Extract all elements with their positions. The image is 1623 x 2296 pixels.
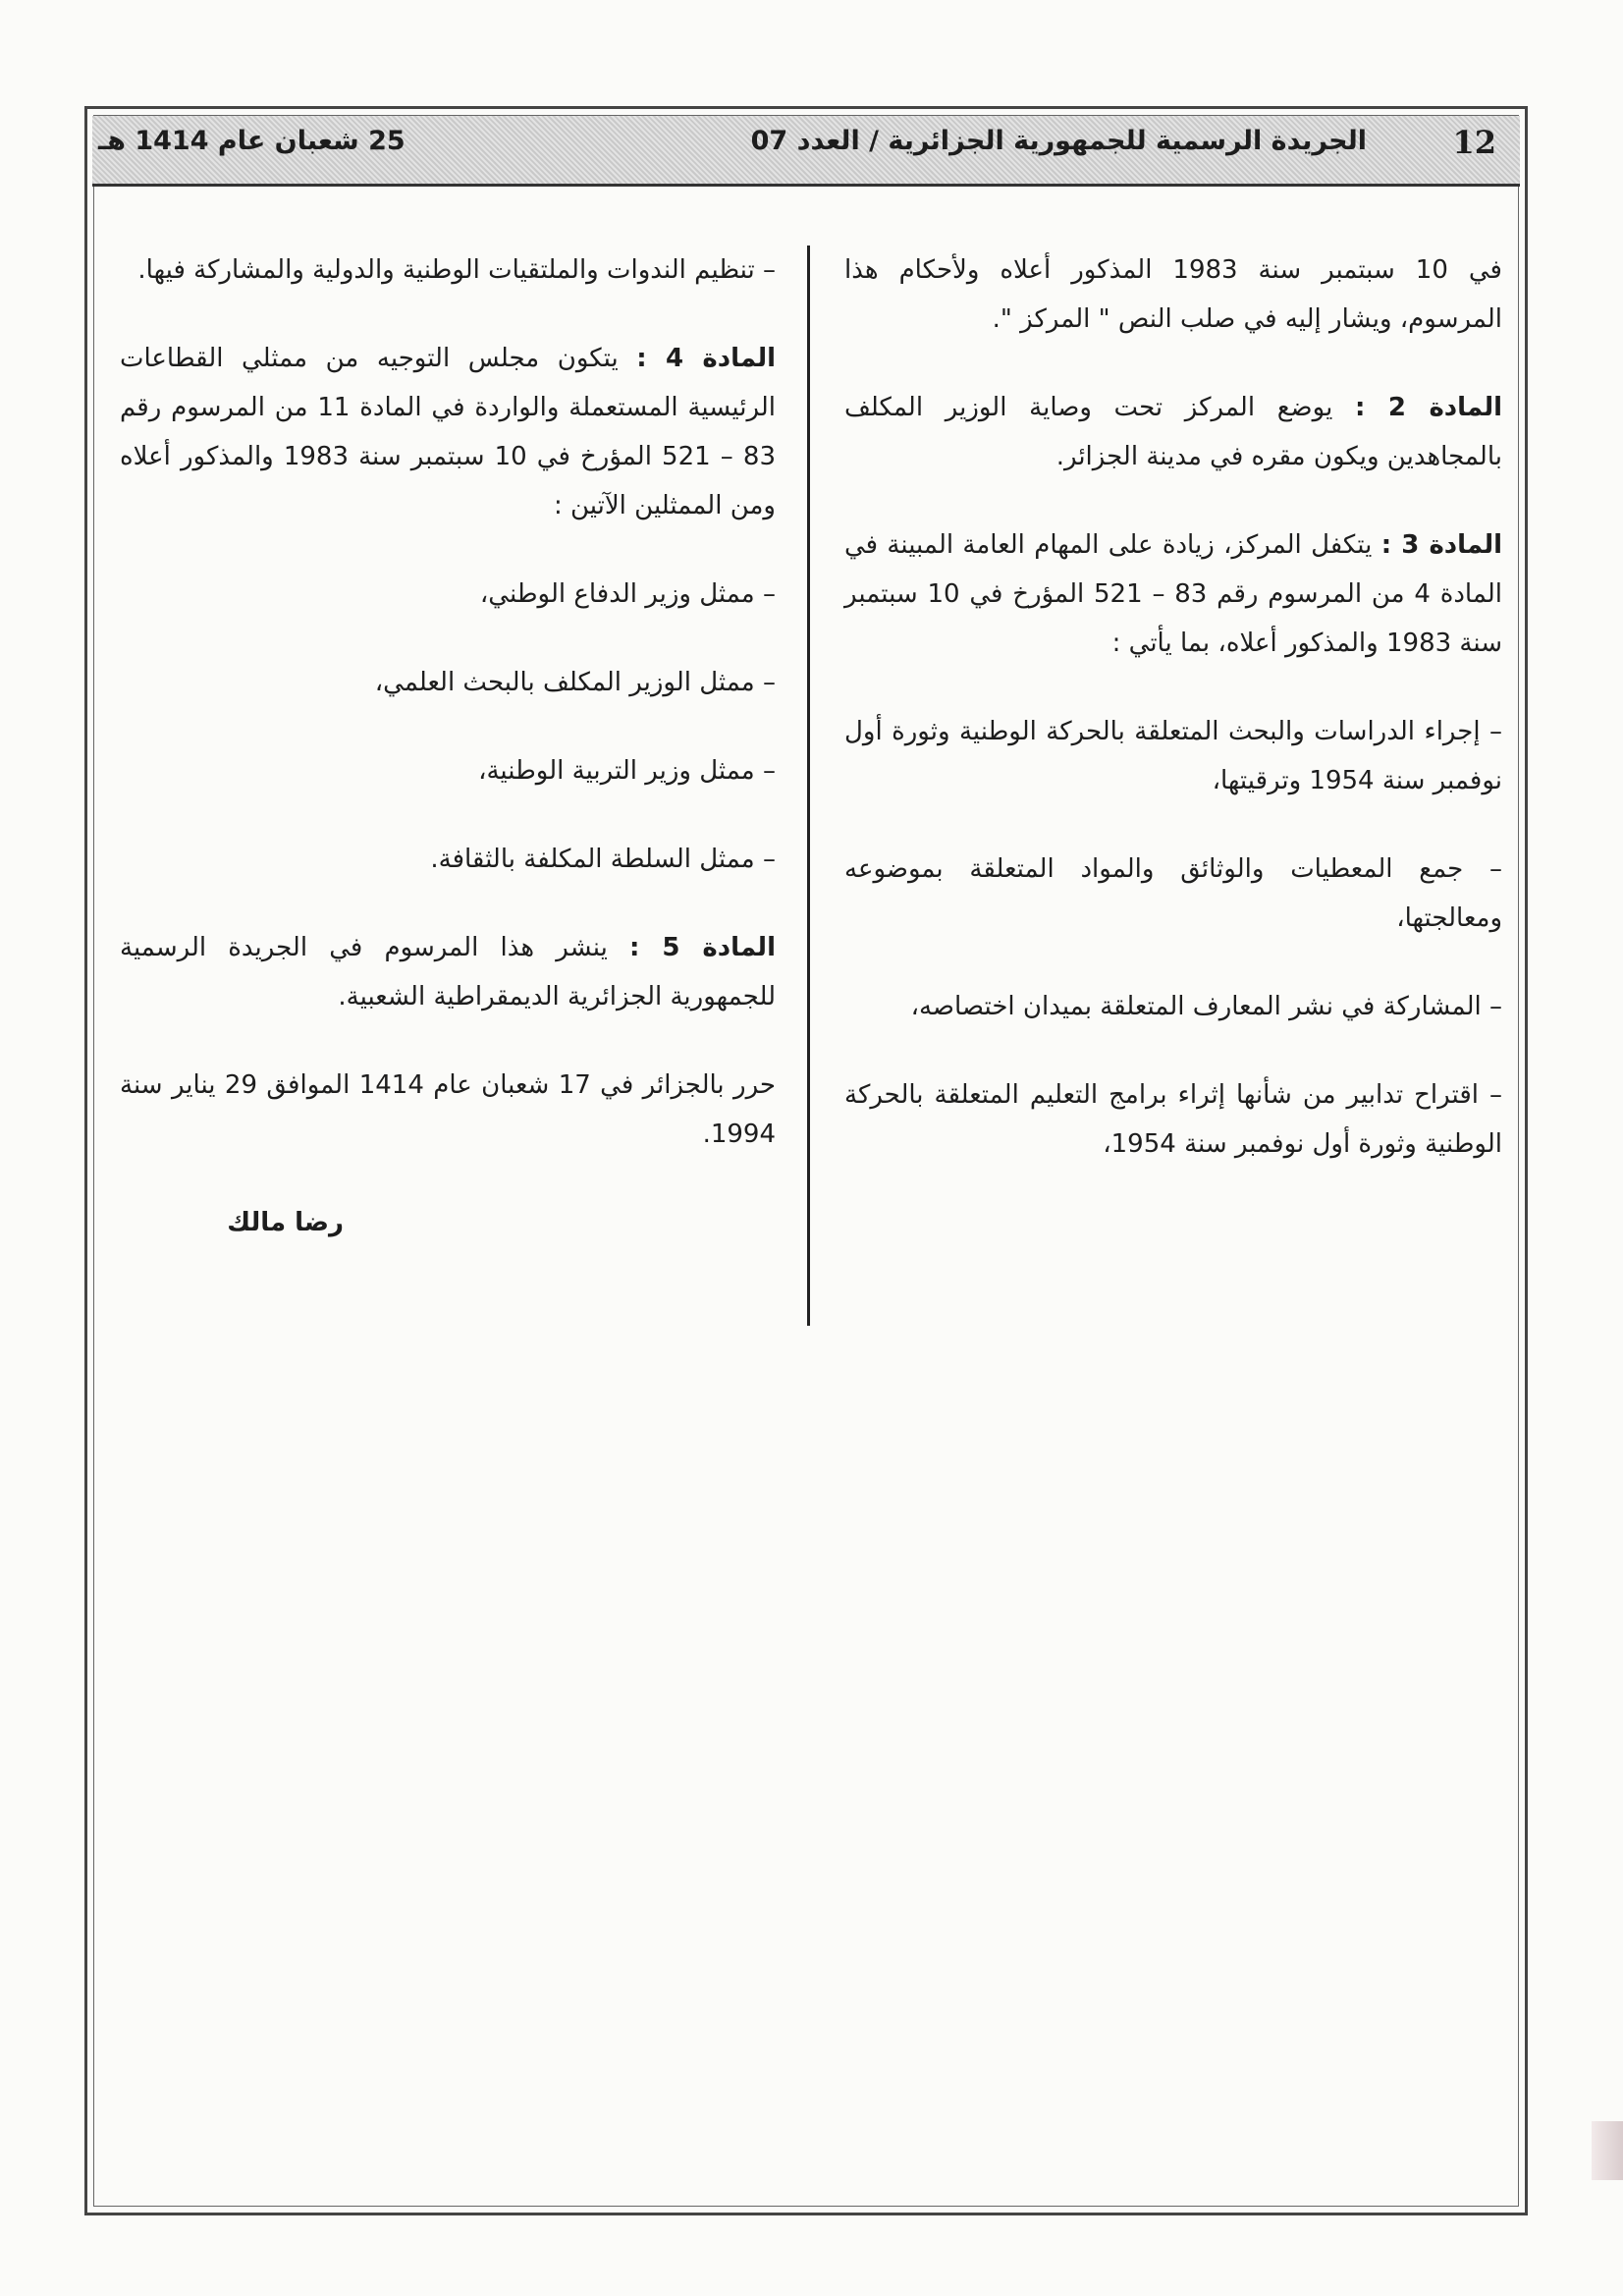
list-item: – جمع المعطيات والوثائق والمواد المتعلقة بموضوعه ومعالجتها،	[844, 854, 1502, 933]
column-divider	[807, 246, 810, 1326]
member-item: – ممثل وزير التربية الوطنية،	[478, 756, 776, 786]
member-item: – ممثل وزير الدفاع الوطني،	[479, 579, 776, 609]
article-2	[844, 383, 1502, 481]
done-at: حرر بالجزائر في 17 شعبان عام 1414 الموافق 29 يناير سنة 1994.	[120, 1070, 776, 1149]
right-column	[844, 246, 1502, 1208]
article-5-text: ينشر هذا المرسوم في الجريدة الرسمية للجمهورية الجزائرية الديمقراطية الشعبية.	[120, 933, 776, 1011]
article-5-label: المادة 5 :	[629, 933, 776, 962]
member-item: – ممثل الوزير المكلف بالبحث العلمي،	[374, 668, 776, 697]
page-header	[92, 116, 1520, 187]
article-3-label: المادة 3 :	[1380, 530, 1503, 560]
list-item: – تنظيم الندوات والملتقيات الوطنية والدولية والمشاركة فيها.	[137, 255, 776, 285]
signature: رضا مالك	[227, 1208, 344, 1237]
issue-date: 25 شعبان عام 1414 هـ	[98, 126, 406, 156]
article-5	[120, 923, 776, 1021]
article-3	[844, 520, 1502, 668]
article-4-text: يتكون مجلس التوجيه من ممثلي القطاعات الرئيسية المستعملة والواردة في المادة 11 من المرسوم رقم 83 – 521 المؤرخ في 10 سبتمبر سنة 1983 والمذكور أعلاه ومن الممثلين الآتين :	[120, 344, 776, 520]
article-4-label: المادة 4 :	[636, 344, 776, 373]
page-number: 12	[1452, 124, 1496, 161]
article-2-text: يوضع المركز تحت وصاية الوزير المكلف بالمجاهدين ويكون مقره في مدينة الجزائر.	[844, 393, 1502, 471]
list-item: – المشاركة في نشر المعارف المتعلقة بميدان اختصاصه،	[910, 992, 1502, 1021]
member-item: – ممثل السلطة المكلفة بالثقافة.	[430, 845, 776, 874]
intro-paragraph: في 10 سبتمبر سنة 1983 المذكور أعلاه ولأحكام هذا المرسوم، ويشار إليه في صلب النص " المركز ".	[844, 255, 1502, 334]
left-column	[120, 246, 776, 1286]
article-2-label: المادة 2 :	[1355, 393, 1502, 422]
publication-title: الجريدة الرسمية للجمهورية الجزائرية / العدد 07	[750, 126, 1367, 156]
list-item: – اقتراح تدابير من شأنها إثراء برامج التعليم المتعلقة بالحركة الوطنية وثورة أول نوفمبر سنة 1954،	[844, 1080, 1502, 1159]
list-item: – إجراء الدراسات والبحث المتعلقة بالحركة الوطنية وثورة أول نوفمبر سنة 1954 وترقيتها،	[844, 717, 1502, 795]
scan-edge-mark	[1592, 2121, 1623, 2180]
article-3-text: يتكفل المركز، زيادة على المهام العامة المبينة في المادة 4 من المرسوم رقم 83 – 521 المؤرخ في 10 سبتمبر سنة 1983 والمذكور أعلاه، بما يأتي :	[844, 530, 1502, 658]
article-4	[120, 334, 776, 530]
